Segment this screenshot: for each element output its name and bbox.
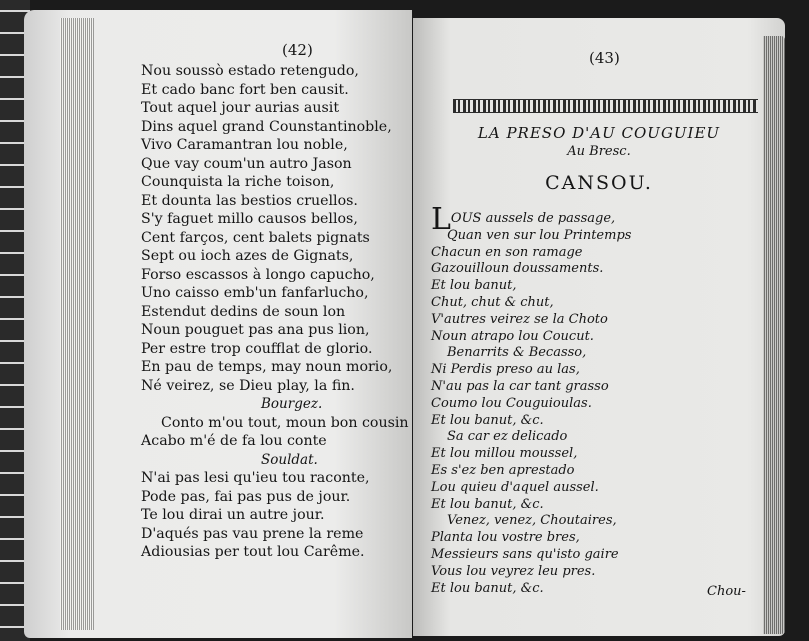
verse-line: Quan ven sur lou Printemps — [447, 227, 632, 243]
verse-line: Noun atrapo lou Coucut. — [431, 328, 594, 344]
verse-line: Lou quieu d'aquel aussel. — [431, 479, 599, 495]
speaker-name: Souldat. — [261, 451, 318, 468]
verse-line: Benarrits & Becasso, — [447, 345, 587, 361]
verse-line: Vivo Caramantran lou noble, — [141, 137, 348, 153]
poem-title: LA PRESO D'AU COUGUIEU — [477, 124, 721, 142]
left-verse-lines — [141, 62, 409, 562]
verse-line: En pau de temps, may noun morio, — [141, 359, 393, 375]
verse-line: Counquista la riche toison, — [141, 174, 335, 190]
page-number-left: (42) — [282, 41, 313, 59]
verse-line: Et lou banut, — [431, 278, 517, 294]
verse-line: N'au pas la car tant grasso — [431, 378, 609, 394]
verse-line: Et lou banut, &c. — [431, 412, 544, 428]
verse-line: Et cado banc fort ben causit. — [141, 81, 349, 98]
speaker-name: Bourgez. — [261, 396, 323, 412]
verse-line: Chacun en son ramage — [431, 244, 583, 260]
verse-line: Ni Perdis preso au las, — [431, 362, 580, 378]
verse-line: Que vay coum'un autro Jason — [141, 155, 352, 172]
page-edges — [60, 18, 94, 630]
drop-cap-letter: L — [431, 202, 451, 237]
verse-line: Es s'ez ben aprestado — [431, 462, 575, 478]
verse-line-text: OUS aussels de passage, — [450, 211, 616, 226]
verse-line: Per estre trop coufflat de glorio. — [141, 340, 373, 357]
verse-line: Et lou millou moussel, — [431, 446, 578, 462]
verse-line: Nou soussò estado retengudo, — [141, 63, 359, 79]
verse-line: Cent farços, cent balets pignats — [141, 229, 370, 246]
verse-line: S'y faguet millo causos bellos, — [141, 211, 358, 227]
right-verse-lines — [431, 202, 632, 597]
verse-line: Tout aquel jour aurias ausit — [141, 100, 340, 116]
verse-line: Gazouilloun doussaments. — [431, 261, 604, 277]
verse-line: D'aqués pas vau prene la reme — [141, 525, 364, 542]
verse-line: Sept ou ioch azes de Gignats, — [141, 248, 354, 264]
verse-line: Uno caisso emb'un fanfarlucho, — [141, 285, 369, 301]
page-edges-right — [763, 36, 785, 634]
section-heading: CANSOU. — [545, 172, 653, 194]
left-page — [24, 10, 412, 638]
verse-line: Acabo m'é de fa lou conte — [141, 433, 327, 449]
verse-line: Estendut dedins de soun lon — [141, 303, 346, 320]
verse-line: Planta lou vostre bres, — [431, 530, 580, 546]
verse-line: Né veirez, se Dieu play, la fin. — [141, 377, 355, 394]
decorative-ornament-band — [453, 99, 758, 113]
verse-line: Messieurs sans qu'isto gaire — [431, 546, 619, 562]
verse-line: Forso escassos à longo capucho, — [141, 266, 375, 283]
verse-line: Et lou banut, &c. — [431, 496, 544, 512]
catchword: Chou- — [707, 584, 746, 599]
verse-line: Coumo lou Couguioulas. — [431, 395, 592, 411]
verse-line: Et lou banut, &c. — [431, 580, 544, 596]
verse-line: Pode pas, fai pas pus de jour. — [141, 488, 351, 505]
verse-line: Conto m'ou tout, moun bon cousin — [161, 414, 409, 431]
verse-line: N'ai pas lesi qu'ieu tou raconte, — [141, 470, 370, 486]
verse-line: Chut, chut & chut, — [431, 294, 554, 310]
verse-line: Adiousias per tout lou Carême. — [141, 544, 365, 560]
verse-line: Dins aquel grand Counstantinoble, — [141, 118, 392, 135]
verse-line: Sa car ez delicado — [447, 429, 568, 445]
poem-subtitle: Au Bresc. — [567, 144, 631, 159]
verse-line: Venez, venez, Choutaires, — [447, 513, 617, 529]
verse-line: Et dounta las bestios cruellos. — [141, 192, 358, 209]
verse-line: V'autres veirez se la Choto — [431, 311, 608, 327]
verse-line: Noun pouguet pas ana pus lion, — [141, 322, 370, 338]
verse-line: Te lou dirai un autre jour. — [141, 507, 325, 523]
page-number-right: (43) — [589, 49, 620, 67]
right-page — [413, 18, 785, 636]
verse-line: Vous lou veyrez leu pres. — [431, 563, 596, 579]
open-book — [24, 10, 799, 638]
